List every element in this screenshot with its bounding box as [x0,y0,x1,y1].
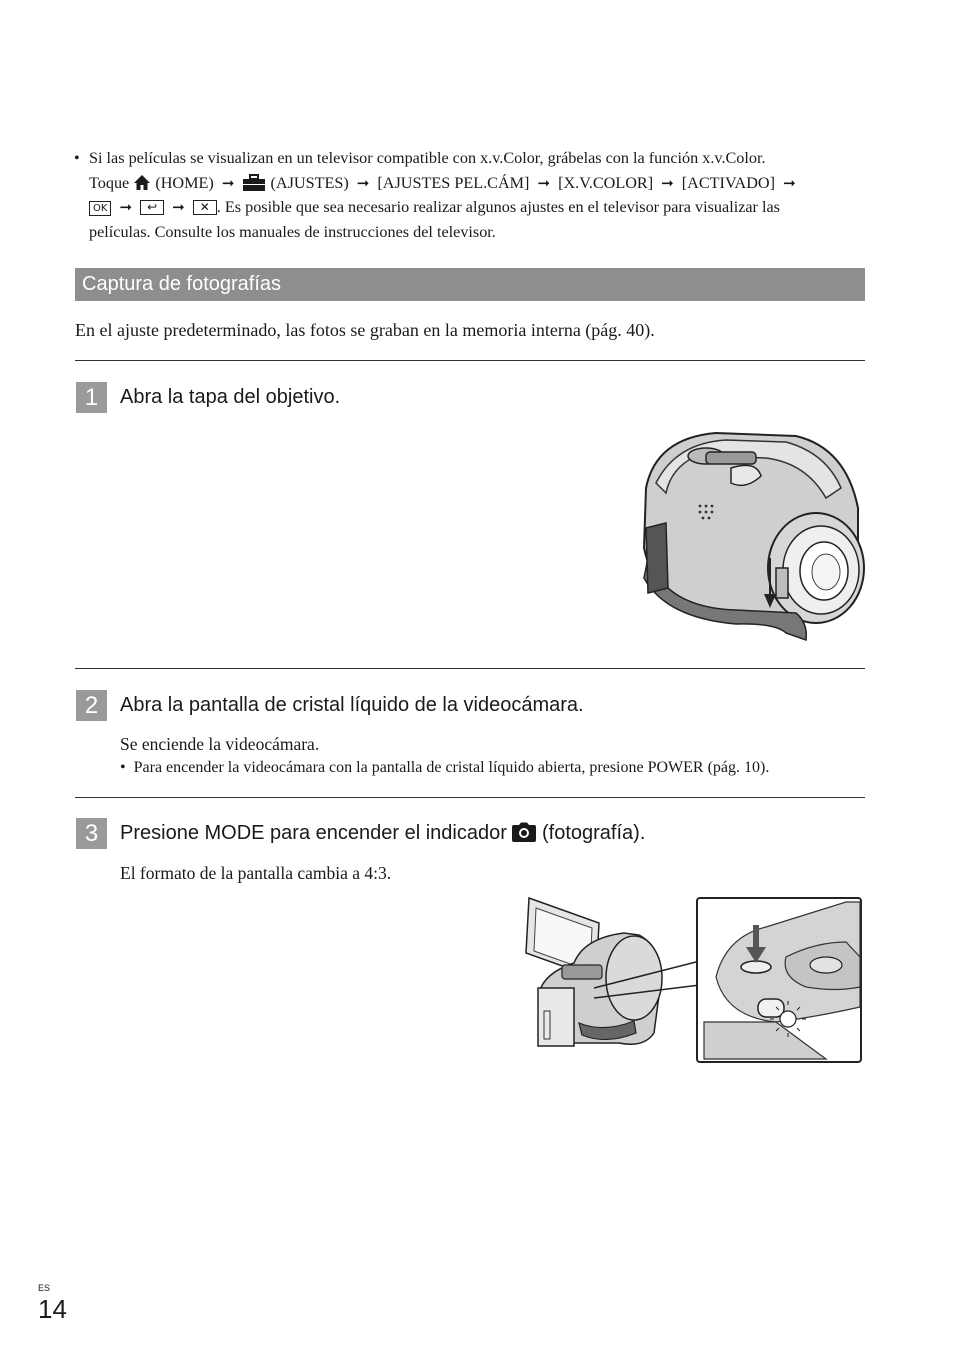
arrow-icon: ➞ [783,173,796,192]
arrow-icon: ➞ [221,173,235,192]
note-bullet: • [74,149,80,167]
note-ajustes-pel: [AJUSTES PEL.CÁM] [377,173,530,192]
camcorder-open-lcd-illustration [524,893,700,1058]
note-toque: Toque [89,173,130,192]
return-key-icon: ↩ [140,200,164,215]
step-2-body: Se enciende la videocámara. [120,734,320,754]
intro-text: En el ajuste predeterminado, las fotos se graban en la memoria interna (pág. 40). [75,320,655,340]
note-xvcolor: [X.V.COLOR] [558,173,654,192]
step-3-title [120,819,645,847]
step-2-bullet [120,757,769,779]
note-line-3-text: . Es posible que sea necesario realizar algunos ajustes en el televisor para visualizar las [216,198,780,216]
divider [75,797,865,798]
step-3-title-before: Presione MODE para encender el indicador [120,822,507,844]
arrow-icon: ➞ [661,173,674,192]
step-3-body: El formato de la pantalla cambia a 4:3. [120,863,392,883]
note-ajustes: (AJUSTES) [270,173,349,192]
divider [75,668,865,669]
home-icon [133,174,151,191]
camera-icon [512,822,536,842]
note-activado: [ACTIVADO] [681,173,776,192]
camcorder-lens-cover-illustration [636,428,868,650]
page-language: ES [38,1283,51,1293]
divider [75,360,865,361]
arrow-icon: ➞ [537,173,551,192]
note-line-1: Si las películas se visualizan en un televisor compatible con x.v.Color, grábelas con la función x.v.Color. [89,149,766,167]
step-2-number: 2 [76,690,107,721]
step-1-number: 1 [76,382,107,413]
note-line-4: películas. Consulte los manuales de instrucciones del televisor. [89,222,496,241]
step-2-title: Abra la pantalla de cristal líquido de la videocámara. [120,694,584,716]
arrow-icon: ➞ [356,173,370,192]
close-key-icon: ✕ [193,200,217,215]
toolbox-icon [242,174,266,191]
note-line-2 [89,171,866,196]
step-3-number: 3 [76,818,107,849]
step-1-title: Abra la tapa del objetivo. [120,386,341,408]
xvcolor-note [74,146,866,244]
ok-key-icon: OK [89,201,111,216]
step-2-bullet-text: Para encender la videocámara con la pantalla de cristal líquido abierta, presione POWER (pág. 10). [133,759,770,776]
note-home: (HOME) [155,173,214,192]
note-line-3 [89,195,866,220]
arrow-icon: ➞ [172,198,185,216]
step-3-title-after: (fotografía). [542,822,646,844]
bullet-dot: • [120,759,126,776]
arrow-icon: ➞ [119,198,133,216]
mode-button-detail-inset [696,897,862,1063]
page-number: 14 [38,1294,67,1324]
section-heading: Captura de fotografías [75,268,865,301]
